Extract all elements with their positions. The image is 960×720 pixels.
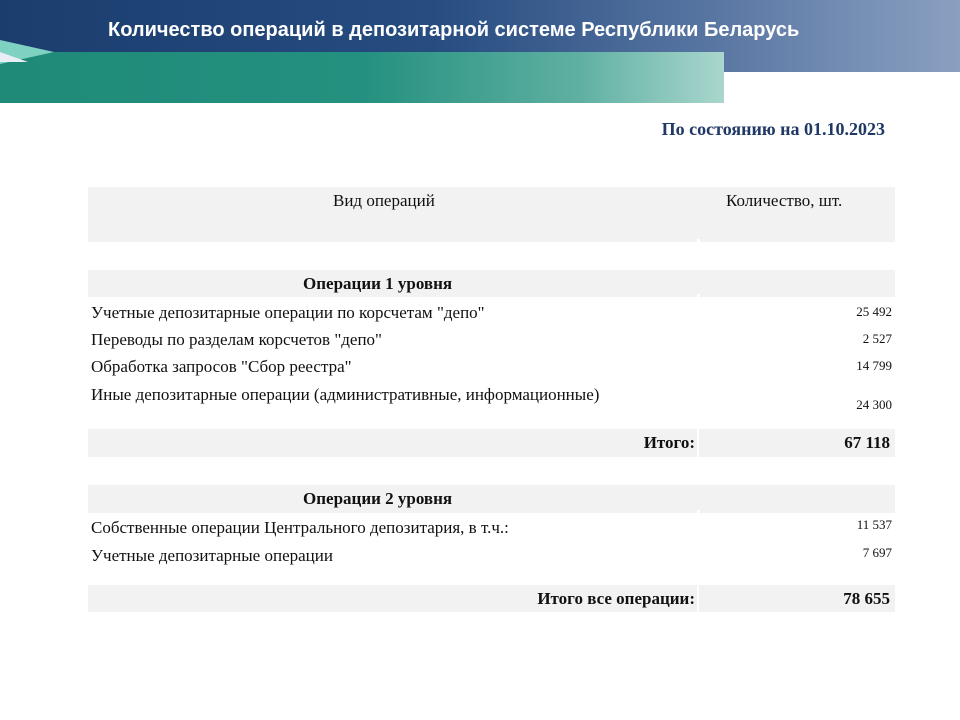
row-value: 14 799 bbox=[856, 358, 892, 373]
header-accent-band bbox=[0, 52, 724, 103]
row-value: 11 537 bbox=[856, 517, 892, 532]
row-label: Собственные операции Центрального депозитария, в т.ч.: bbox=[91, 518, 509, 537]
row-label: Учетные депозитарные операции по корсчетам "депо" bbox=[91, 303, 485, 322]
grand-total-value: 78 655 bbox=[843, 589, 890, 608]
level1-heading-band bbox=[88, 270, 895, 297]
level1-total-value: 67 118 bbox=[844, 433, 890, 452]
row-label: Обработка запросов "Сбор реестра" bbox=[91, 357, 352, 376]
column-header-count: Количество, шт. bbox=[726, 191, 843, 210]
row-label: Переводы по разделам корсчетов "депо" bbox=[91, 330, 382, 349]
row-value: 25 492 bbox=[856, 304, 892, 319]
level1-total-label: Итого: bbox=[643, 433, 695, 452]
row-label: Иные депозитарные операции (административные, информационные) bbox=[91, 385, 600, 404]
as-of-date: По состоянию на 01.10.2023 bbox=[661, 119, 885, 139]
header-accent-triangle-light bbox=[0, 52, 28, 62]
level1-total-band bbox=[88, 429, 895, 457]
row-value: 24 300 bbox=[856, 397, 892, 412]
page-title: Количество операций в депозитарной системе Республики Беларусь bbox=[108, 19, 800, 41]
column-header-type: Вид операций bbox=[333, 191, 435, 210]
row-value: 7 697 bbox=[862, 545, 892, 560]
grand-total-label: Итого все операции: bbox=[537, 589, 695, 608]
grand-total-band bbox=[88, 585, 895, 612]
level2-heading-band bbox=[88, 485, 895, 513]
row-value: 2 527 bbox=[862, 331, 892, 346]
level1-heading: Операции 1 уровня bbox=[303, 274, 453, 293]
row-label: Учетные депозитарные операции bbox=[91, 546, 333, 565]
level2-heading: Операции 2 уровня bbox=[303, 489, 453, 508]
